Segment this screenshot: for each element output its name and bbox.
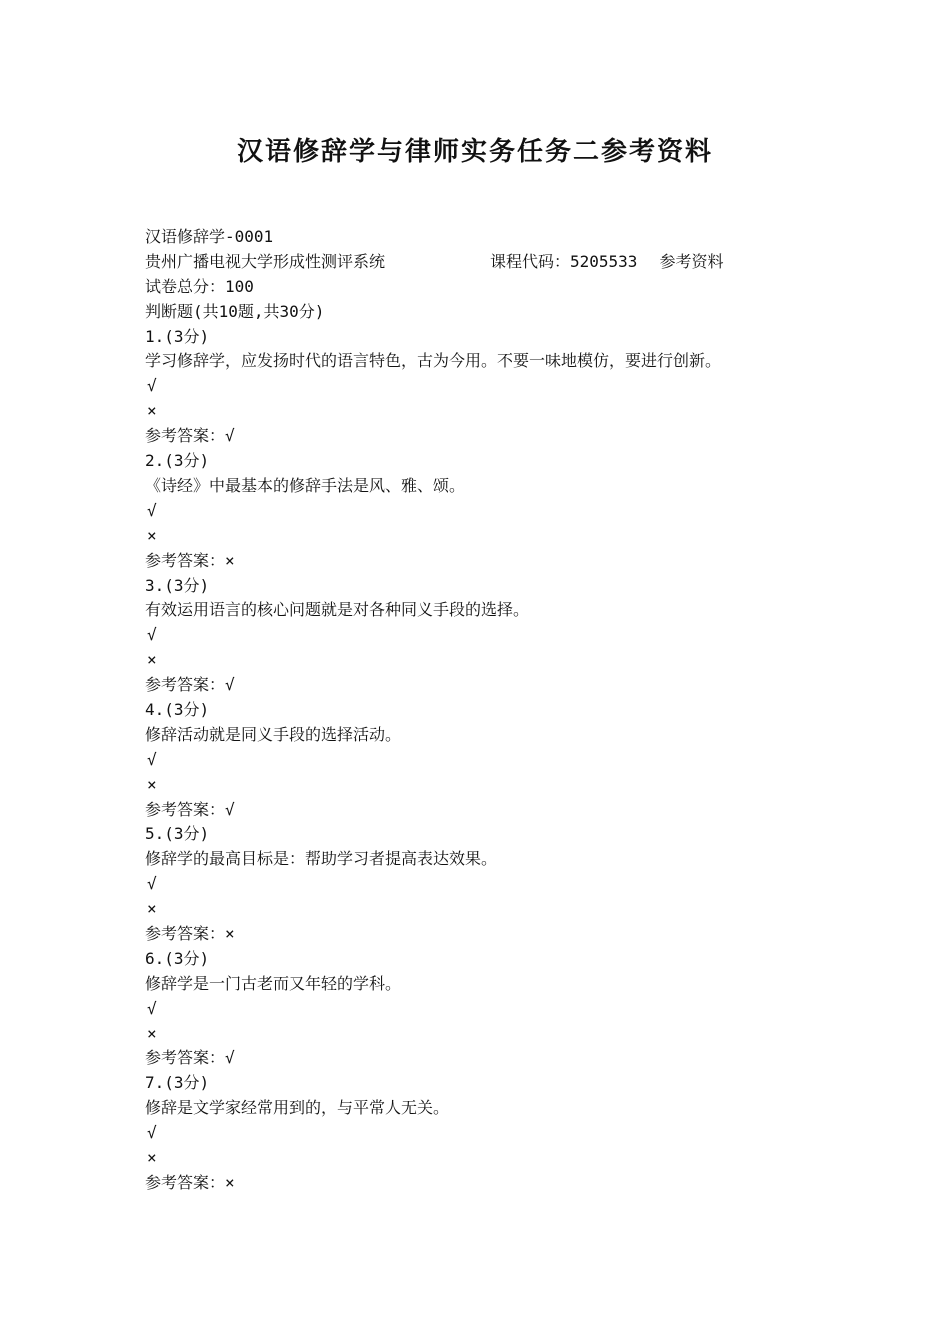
option-true: √ [147, 998, 157, 1018]
question-text: 学习修辞学，应发扬时代的语言特色，古为今用。不要一味地模仿，要进行创新。 [145, 351, 722, 371]
question-number: 5.(3分) [145, 824, 210, 844]
section-heading: 判断题(共10题,共30分) [145, 301, 325, 321]
question-list [145, 325, 810, 1196]
question-number: 1.(3分) [145, 326, 210, 346]
reference-answer: 参考答案：√ [145, 426, 235, 446]
question-item [145, 449, 810, 573]
reference-answer: 参考答案：× [145, 1172, 235, 1192]
reference-label: 参考资料 [659, 251, 724, 271]
question-text: 修辞活动就是同义手段的选择活动。 [145, 724, 402, 744]
question-number: 2.(3分) [145, 451, 210, 471]
question-text: 修辞学是一门古老而又年轻的学科。 [145, 973, 402, 993]
option-false: × [147, 1148, 157, 1168]
option-false: × [147, 650, 157, 670]
meta-row [145, 250, 810, 275]
question-text: 有效运用语言的核心问题就是对各种同义手段的选择。 [145, 600, 530, 620]
question-number: 3.(3分) [145, 575, 210, 595]
total-score: 试卷总分：100 [145, 276, 254, 296]
question-number: 7.(3分) [145, 1073, 210, 1093]
reference-answer: 参考答案：× [145, 924, 235, 944]
option-false: × [147, 1023, 157, 1043]
reference-answer: 参考答案：√ [145, 1048, 235, 1068]
question-item [145, 698, 810, 822]
school-name: 贵州广播电视大学形成性测评系统 [145, 251, 386, 271]
option-true: √ [147, 625, 157, 645]
question-text: 修辞是文学家经常用到的，与平常人无关。 [145, 1098, 450, 1118]
option-false: × [147, 525, 157, 545]
question-item [145, 325, 810, 449]
reference-answer: 参考答案：√ [145, 799, 235, 819]
question-item [145, 822, 810, 946]
question-text: 《诗经》中最基本的修辞手法是风、雅、颂。 [145, 475, 466, 495]
option-true: √ [147, 376, 157, 396]
reference-answer: 参考答案：√ [145, 675, 235, 695]
course-code: 课程代码：5205533 [490, 251, 638, 271]
paper-code: 汉语修辞学-0001 [145, 227, 274, 246]
option-true: √ [147, 1123, 157, 1143]
question-item [145, 947, 810, 1071]
document-title: 汉语修辞学与律师实务任务二参考资料 [236, 137, 713, 167]
option-false: × [147, 899, 157, 919]
question-number: 6.(3分) [145, 948, 210, 968]
reference-answer: 参考答案：× [145, 550, 235, 570]
option-true: √ [147, 749, 157, 769]
document-body [145, 225, 810, 1196]
option-true: √ [147, 874, 157, 894]
question-text: 修辞学的最高目标是：帮助学习者提高表达效果。 [145, 849, 498, 869]
question-number: 4.(3分) [145, 699, 210, 719]
option-true: √ [147, 500, 157, 520]
question-item [145, 574, 810, 698]
option-false: × [147, 774, 157, 794]
option-false: × [147, 401, 157, 421]
question-item [145, 1071, 810, 1195]
